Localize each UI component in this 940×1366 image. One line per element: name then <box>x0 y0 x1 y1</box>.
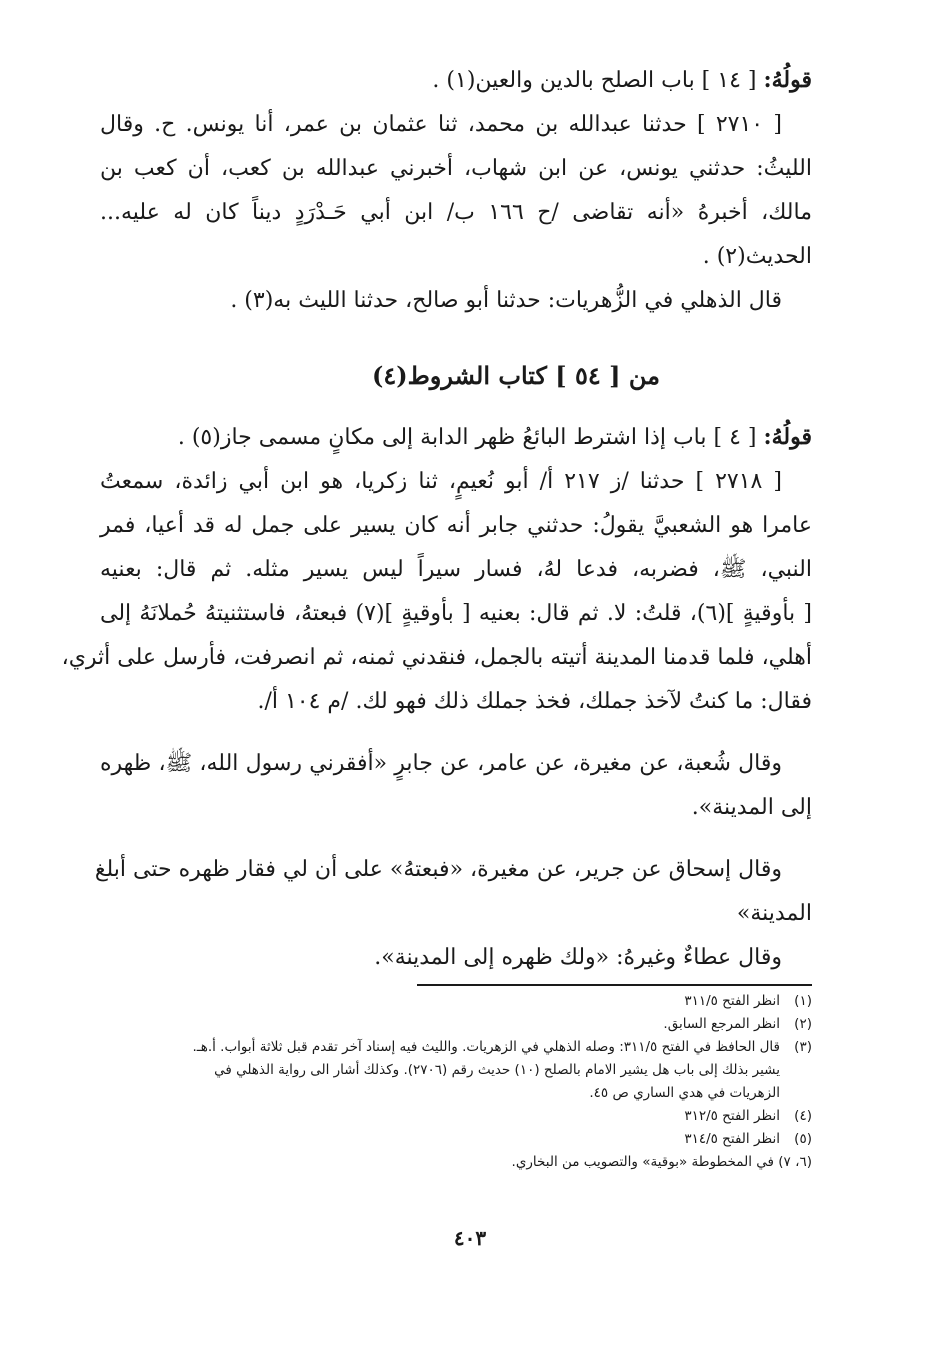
bab-shart-text: [ ٤ ] باب إذا اشترط البائعُ ظهر الدابة إلى مكانٍ مسمى جاز(٥) . <box>177 425 764 450</box>
footnote-number: (٤) <box>794 1108 812 1124</box>
footnote-text: في المخطوطة «بوقية» والتصويب من البخاري. <box>511 1154 774 1170</box>
hadith-2710 <box>100 103 812 279</box>
footnotes <box>100 984 812 1174</box>
footnote-1 <box>100 990 812 1013</box>
text-line: [ ٢٧١٠ ] حدثنا عبدالله بن محمد، ثنا عثمان بن عمر، أنا يونس. ح. وقال <box>100 112 783 137</box>
paragraph-bab-sulh <box>100 58 812 103</box>
text-line: عامرا هو الشعبيَّ يقولُ: حدثني جابر أنه كان يسير على جمل له قد أعيا، فمر <box>100 513 812 538</box>
footnote-separator <box>417 984 812 986</box>
footnote-4 <box>100 1105 812 1128</box>
paragraph-ishaq <box>94 848 812 936</box>
footnote-5 <box>100 1128 812 1151</box>
footnote-text: انظر الفتح ٣١١/٥ <box>684 993 780 1009</box>
text-line: المدينة» <box>736 901 812 926</box>
footnote-number: (٦، ٧) <box>778 1154 812 1170</box>
text-line: إلى المدينة». <box>691 795 812 820</box>
footnote-6-7 <box>100 1151 812 1174</box>
footnote-text: انظر المرجع السابق. <box>663 1016 780 1032</box>
chapter-heading: من [ ٥٤ ] كتاب الشروط(٤) <box>371 361 660 390</box>
footnote-3-continued: الزهريات في هدي الساري ص ٤٥. <box>589 1085 780 1101</box>
qawluhu-label: قولُهُ: <box>763 424 812 450</box>
paragraph-bab-shart <box>100 415 812 460</box>
text-line: الليثُ: حدثني يونس، عن ابن شهاب، أخبرني عبدالله بن كعب، أن كعب بن <box>100 156 812 181</box>
paragraph-dhuhli: قال الذهلي في الزُّهريات: حدثنا أبو صالح، حدثنا الليث به(٣) . <box>230 288 782 313</box>
text-line: النبي، ﷺ، فضربه، فدعا لهُ، فسار سيراً ليس يسير مثله. ثم قال: بعنيه <box>100 557 812 582</box>
footnote-2 <box>100 1013 812 1036</box>
footnote-number: (٣) <box>794 1039 812 1055</box>
main-text <box>61 58 812 980</box>
text-line: [ ٢٧١٨ ] حدثنا /ز ٢١٧ أ/ أبو نُعيمٍ، ثنا زكريا، هو ابن أبي زائدة، سمعتُ <box>100 469 782 494</box>
bab-sulh-text: [ ١٤ ] باب الصلح بالدين والعين(١) . <box>432 68 764 93</box>
footnote-number: (١) <box>794 993 812 1009</box>
footnote-number: (٢) <box>794 1016 812 1032</box>
paragraph-shuba <box>100 742 812 830</box>
text-line: فقال: ما كنتُ لآخذ جملك، فخذ جملك ذلك فهو لك. /م ١٠٤ أ/. <box>257 689 812 714</box>
text-line: [ بأوقيةٍ ](٦)، قلتُ: لا. ثم قال: بعنيه [ بأوقيةٍ ](٧) فبعتهُ، فاستثنيتهُ حُملانَهُ إلى <box>100 601 812 626</box>
text-line: وقال إسحاق عن جرير، عن مغيرة، «فبعتهُ» على أن لي فقار ظهره حتى أبلغ <box>94 857 782 882</box>
footnote-3 <box>100 1036 812 1059</box>
qawluhu-label: قولُهُ: <box>763 67 812 93</box>
footnote-3-continued: يشير بذلك إلى باب هل يشير الامام بالصلح (١٠) حديث رقم (٢٧٠٦). وكذلك أشار الى رواية الذهلي في <box>214 1062 780 1078</box>
footnote-text: انظر الفتح ٣١٤/٥ <box>684 1131 780 1147</box>
paragraph-ata: وقال عطاءٌ وغيرهُ: «ولك ظهره إلى المدينة». <box>374 945 782 970</box>
hadith-2718 <box>61 460 812 724</box>
text-line: أهلي، فلما قدمنا المدينة أتيته بالجمل، فنقدني ثمنه، ثم انصرفت، فأرسل على أثري، <box>61 645 812 670</box>
footnote-text: انظر الفتح ٣١٢/٥ <box>684 1108 780 1124</box>
text-line: الحديث(٢) . <box>702 244 812 269</box>
page-number: ٤٠٣ <box>453 1226 487 1250</box>
text-line: مالك، أخبرهُ «أنه تقاضى /ح ١٦٦ ب/ ابن أبي حَـدْرَدٍ ديناً كان له عليه... <box>100 200 812 225</box>
text-line: وقال شُعبة، عن مغيرة، عن عامر، عن جابرٍ «أفقرني رسول الله، ﷺ، ظهره <box>100 751 782 776</box>
footnote-number: (٥) <box>794 1131 812 1147</box>
footnote-text: قال الحافظ في الفتح ٣١١/٥: وصله الذهلي في الزهريات. والليث فيه إسناد آخر تقدم قبل ثلاثة أبواب. أ.هـ. <box>192 1039 780 1055</box>
